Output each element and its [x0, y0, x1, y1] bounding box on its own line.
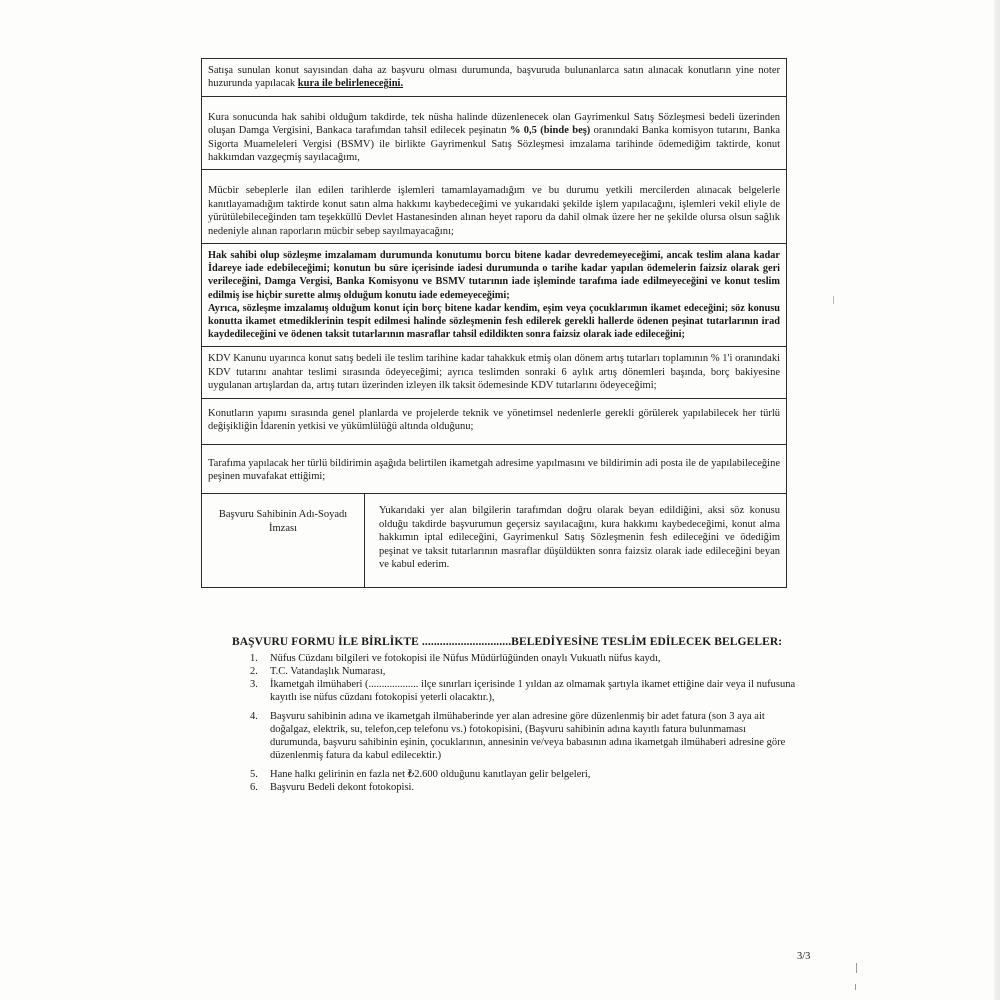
- table-row: [202, 398, 787, 444]
- declaration-clause: [202, 444, 787, 494]
- scan-mark: [855, 984, 859, 990]
- list-item: [236, 652, 796, 665]
- clause-paragraph: Hak sahibi olup sözleşme imzalamam durumunda konutumu borcu bitene kadar devredemeyeceğimi, ancak teslim alana kadar İdareye iade edebileceğimi; konutun bu süre içerisinde iadesi durumunda o tarihe kadar yapılan ödemelerin faizsiz olarak geri verileceğini, Damga Vergisi, Banka Komisyonu ve BSMV tutarının iade işleminde tarafıma iade edilmeyeceğini ve konut teslim edilmiş ise hiçbir surette almış olduğum konutu iade edemeyeceğimi;: [208, 250, 780, 301]
- clause-emphasis: kura ile belirleneceğini.: [297, 78, 404, 90]
- list-item: [236, 665, 796, 678]
- list-item: [236, 710, 796, 762]
- scan-mark: [856, 963, 860, 973]
- item-text: Hane halkı gelirinin en fazla net ₺2.600 olduğunu kanıtlayan gelir belgeleri,: [270, 769, 591, 780]
- clause-paragraph: Ayrıca, sözleşme imzalamış olduğum konut için borç bitene kadar kendim, eşim veya çocuklarımın ikamet edeceğini; söz konusu konutta ikamet etmediklerinin tespit edilmesi halinde sözleşmenin fesh edilerek gerekli hallerde ödenen peşinat tutarlarının irad kaydedileceğini ve ödenen taksit tutarlarının masraflar tahsil edildikten sonra faizsiz olarak iade edileceğini;: [208, 302, 780, 341]
- clause-text: Konutların yapımı sırasında genel planlarda ve projelerde teknik ve yönetimsel nedenlerle gerekli görülerek yapılabilecek her türlü değişikliğin İdarenin yetkisi ve yükümlülüğü altında olduğunu;: [208, 407, 780, 433]
- declaration-clause: [202, 398, 787, 444]
- declaration-clause-bold: [202, 244, 787, 347]
- clause-emphasis: % 0,5 (binde beş): [509, 125, 591, 137]
- scan-edge: [994, 0, 1000, 1000]
- declaration-clause: [202, 59, 787, 97]
- signature-declaration: [365, 494, 787, 588]
- declaration-clause: [202, 96, 787, 170]
- signature-row: [202, 494, 787, 588]
- item-number: 6.: [250, 782, 258, 793]
- table-row: [202, 444, 787, 494]
- table-row: [202, 244, 787, 347]
- scan-mark: [833, 296, 838, 304]
- table-row: [202, 170, 787, 244]
- list-item: [236, 768, 796, 781]
- item-text: Başvuru sahibinin adına ve ikametgah ilmühaberinde yer alan adresine göre düzenlenmiş bir adet fatura (son 3 aya ait doğalgaz, elektrik, su, telefon,cep telefonu vs.) fotokopisini, (Başvuru sahibinin adına kayıtlı fatura bulunmaması durumunda, başvuru sahibinin eşinin, çocuklarının, annesinin ve/veya babasının adına ikametgah ilmühaberi adresine göre düzenlenmiş fatura da kabul edilecektir.): [270, 711, 786, 761]
- clause-text: KDV Kanunu uyarınca konut satış bedeli ile teslim tarihine kadar tahakkuk etmiş olan dönem artış tutarları toplamının % 1'i oranındaki KDV tutarını anahtar teslimi sırasında ödeyeceğimi; ayrıca teslimden sonraki 6 aylık artış dönemleri başında, borç bakiyesine uygulanan artışlardan da, artış tutarı üzerinden izleyen ilk taksit ödemesinde KDV tutarlarını ödeyeceğimi;: [208, 353, 780, 392]
- clause-text: Tarafıma yapılacak her türlü bildirimin aşağıda belirtilen ikametgah adresime yapılmasını ve bildirimin adi posta ile de yapılabileceğine peşinen muvafakat ettiğimi;: [208, 457, 780, 482]
- table-row: [202, 347, 787, 398]
- declaration-table: [201, 58, 787, 588]
- list-item: [236, 781, 796, 794]
- item-number: 5.: [250, 769, 258, 780]
- signature-label-sub: İmzası: [269, 522, 297, 534]
- table-row: [202, 96, 787, 170]
- item-number: 1.: [250, 653, 258, 664]
- item-text: T.C. Vatandaşlık Numarası,: [270, 666, 386, 677]
- item-text: İkametgah ilmühaberi (................... ilçe sınırları içerisinde 1 yıldan az olmamak şartıyla ikamet ettiğine dair veya il nufusuna kayıtlı ise nüfus cüzdanı fotokopisi yeterli olacaktır.),: [270, 679, 796, 703]
- clause-text: Mücbir sebeplerle ilan edilen tarihlerde işlemleri tamamlayamadığım ve bu durumu yetkili mercilerden alınacak belgelerle kanıtlayamadığım taktirde konut satın alma hakkımı kaybedeceğimi ve yukarıdaki şekilde işlem yapılacağını, işlemleri vekil eliyle de yürütülebileceğinden tam teşekküllü Devlet Hastanesinden alınan heyet raporu da dahil olmak üzere her ne şekilde olursa olsun sağlık nedeniyle alınan raporların mücbir sebep sayılmayacağını;: [208, 185, 780, 237]
- list-item: [236, 678, 796, 704]
- declaration-clause: [202, 347, 787, 398]
- declaration-clause: [202, 170, 787, 244]
- requirements-heading: BAŞVURU FORMU İLE BİRLİKTE ..............................BELEDİYESİNE TESLİM EDİLECEK BELGELER:: [232, 636, 783, 648]
- item-number: 4.: [250, 711, 258, 722]
- signature-field[interactable]: [202, 494, 365, 588]
- table-row: [202, 59, 787, 97]
- item-text: Nüfus Cüzdanı bilgileri ve fotokopisi ile Nüfus Müdürlüğünden onaylı Vukuatlı nüfus kaydı,: [270, 653, 661, 664]
- item-number: 2.: [250, 666, 258, 677]
- declaration-text: Yukarıdaki yer alan bilgilerin tarafımdan doğru olarak beyan edildiğini, aksi söz konusu olduğu takdirde başvurumun geçersiz sayılacağını, kura hakkımı kaybedeceğimi, konut alma hakkımın iptal edileceğini, Gayrimenkul Satış Sözleşmenin fesh edileceğini ve ödediğim peşinat ve taksit tutarlarının masraflar düşüldükten sonra faizsiz olarak iade edileceğini beyan ve kabul ederim.: [379, 505, 780, 570]
- signature-label: Başvuru Sahibinin Adı-Soyadı: [218, 509, 348, 521]
- page-number: 3/3: [797, 951, 811, 962]
- clause-text: Satışa sunulan konut sayısından daha az başvuru olması durumunda, başvuruda bulunanlarca satın alınacak konutların yine noter huzurunda yapılacak: [208, 65, 780, 90]
- clause-text: oranındaki Banka komisyon tutarını, Banka Sigorta Muameleleri Vergisi (BSMV) ile birlikte Gayrimenkul Satış Sözleşmesi imzalama tarihinde ödemediğim taktirde, konut hakkımdan vazgeçmiş sayılacağımı,: [208, 125, 780, 164]
- clause-text: Kura sonucunda hak sahibi olduğum takdirde, tek nüsha halinde düzenlenecek olan Gayrimenkul Satış Sözleşmesi bedeli üzerinden oluşan Damga Vergisini, Bankaca tarafımdan tahsil edilecek peşinatın: [208, 111, 780, 137]
- item-text: Başvuru Bedeli dekont fotokopisi.: [270, 782, 415, 793]
- requirements-list: [236, 652, 796, 794]
- item-number: 3.: [250, 679, 258, 690]
